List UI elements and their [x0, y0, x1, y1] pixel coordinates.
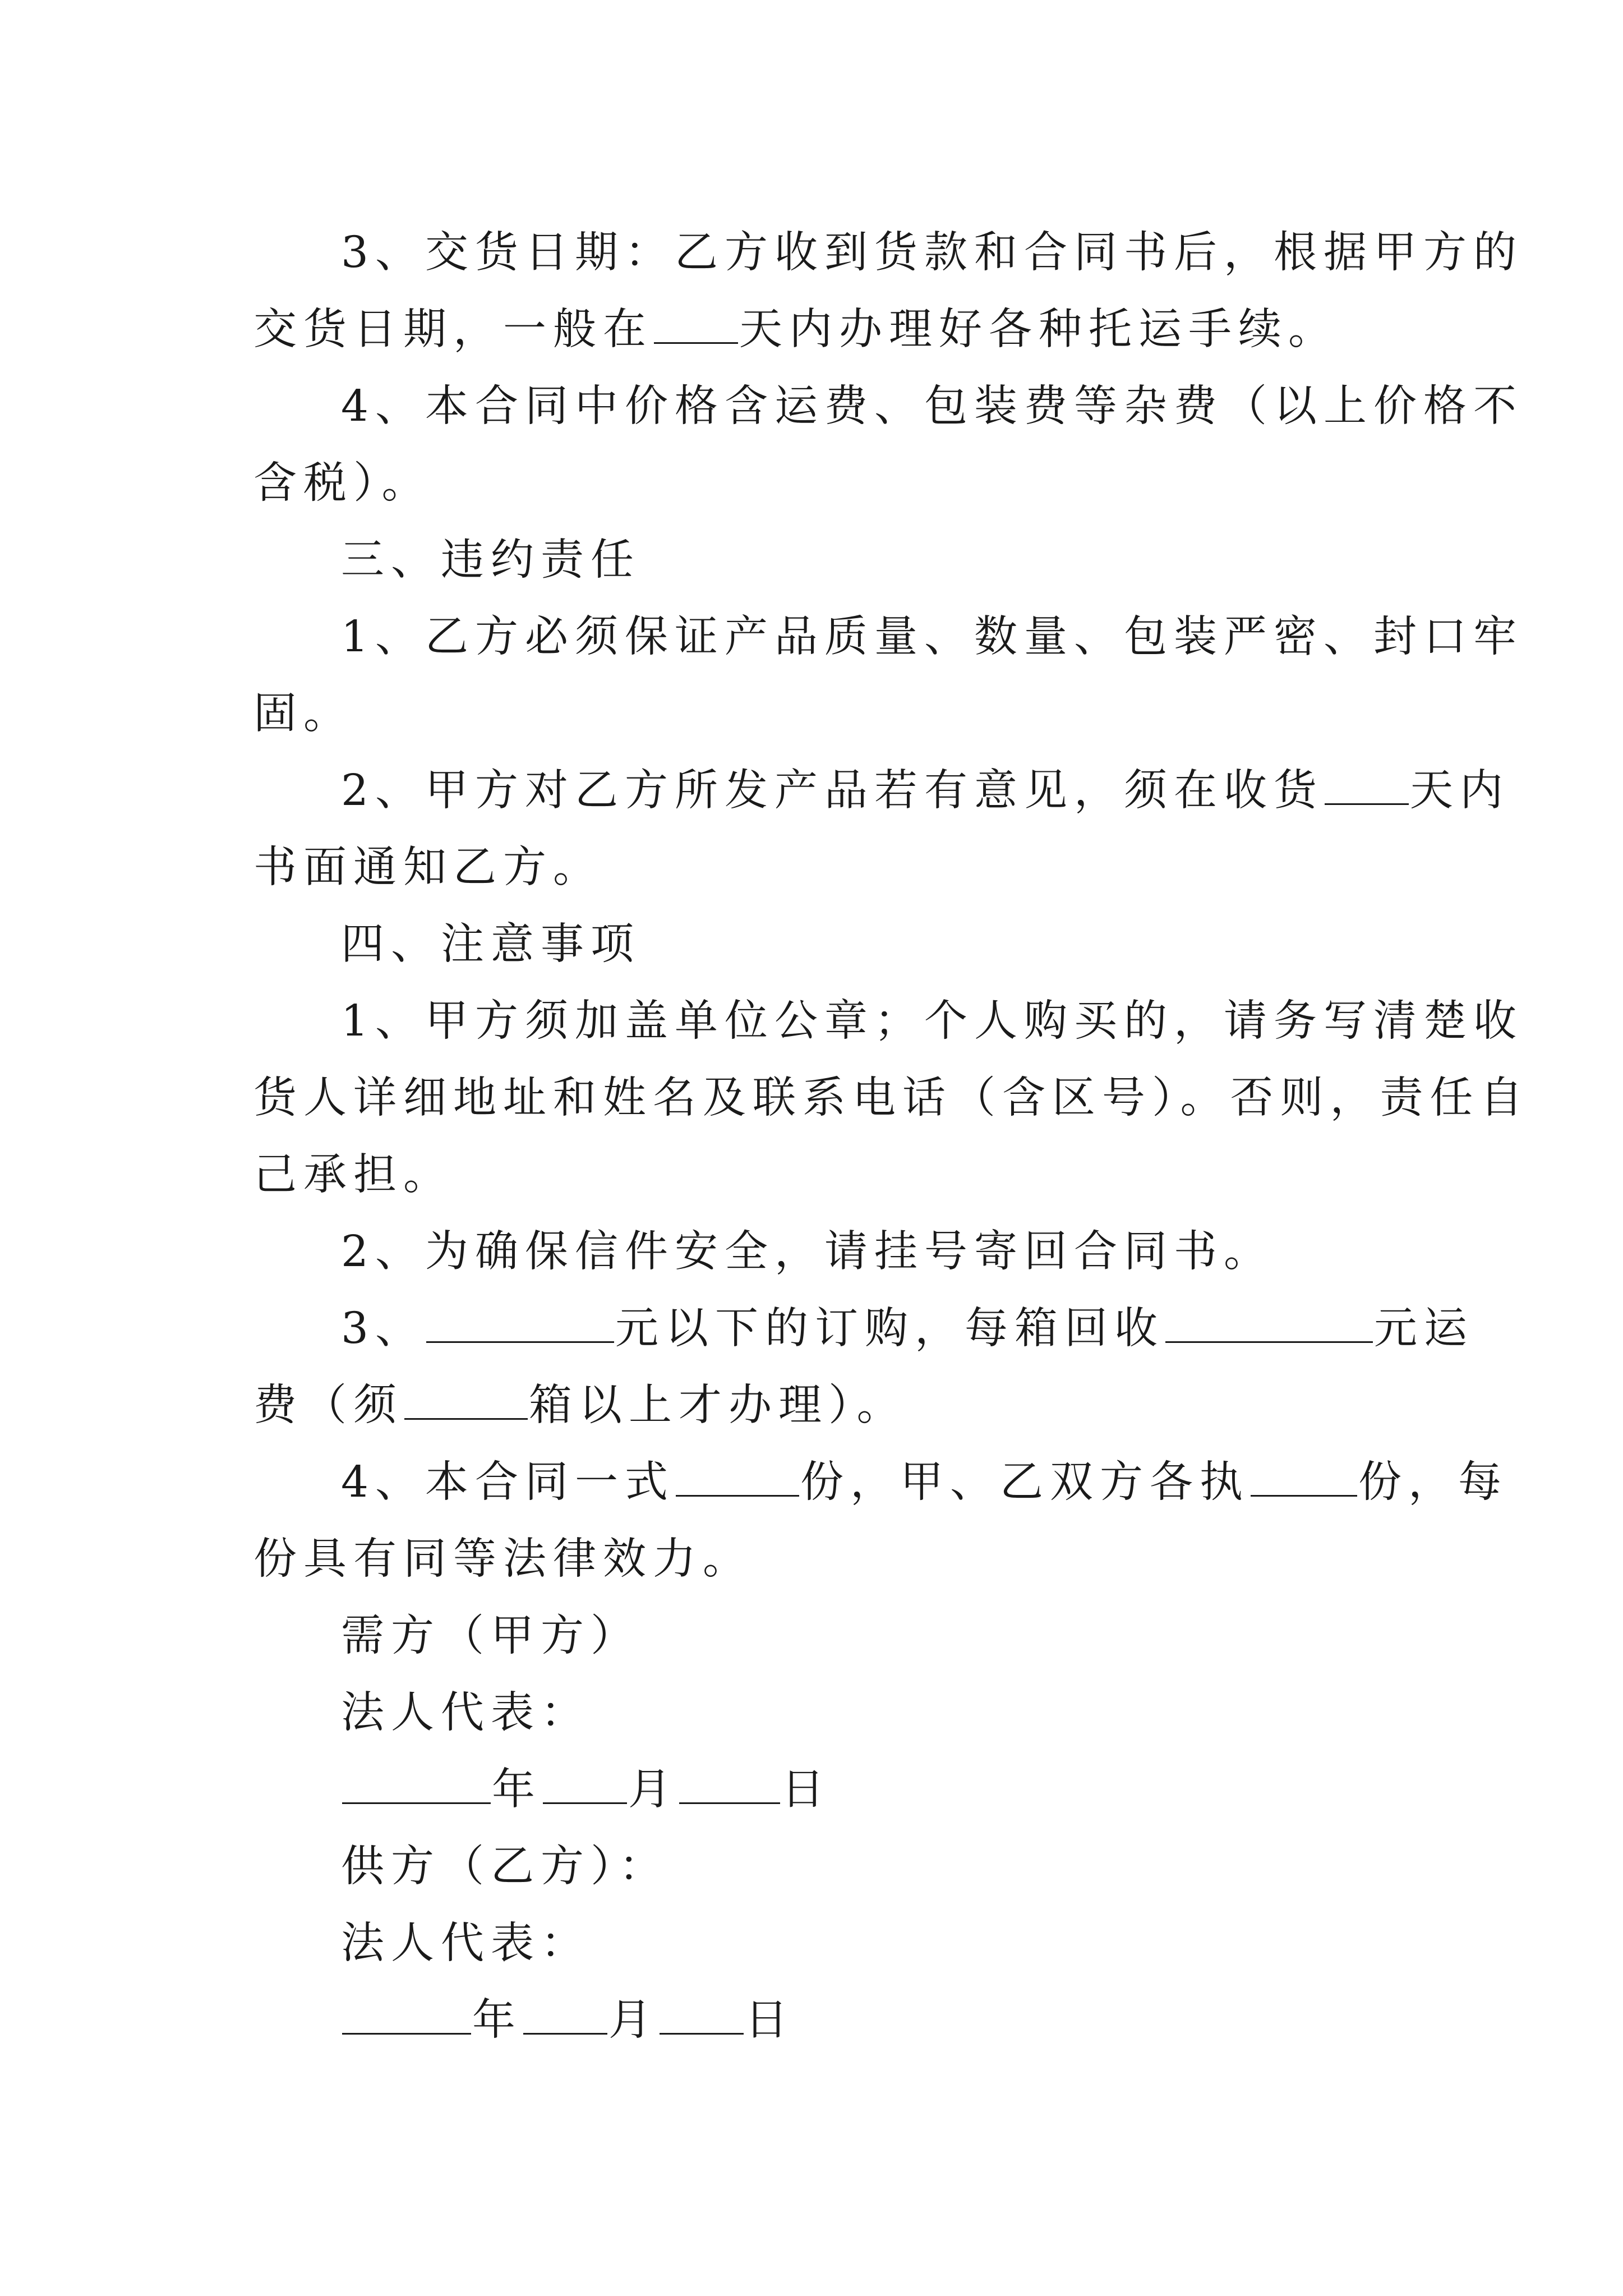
quality-line-2: 固。 — [253, 689, 353, 739]
seal-line-2: 货人详细地址和姓名及联系电话（含区号）。否则，责任自 — [253, 1073, 1530, 1123]
buyer-label: 需方（甲方） — [341, 1611, 640, 1661]
buyer-date-line: 年 月 日 — [253, 1751, 1386, 1828]
section-heading-notes: 四、注意事项 — [341, 919, 640, 969]
price-line-1: 4、本合同中价格含运费、包装费等杂费（以上价格不 — [341, 381, 1523, 431]
order-threshold-line-2: 费（须 箱以上才办理）。 — [253, 1367, 1386, 1444]
blank-field — [543, 1763, 627, 1804]
objection-line-2: 书面通知乙方。 — [253, 843, 603, 892]
blank-field — [404, 1379, 528, 1420]
blank-field — [1165, 1302, 1373, 1343]
blank-field — [654, 303, 738, 344]
blank-field — [342, 1763, 491, 1804]
registered-mail-line: 2、为确保信件安全，请挂号寄回合同书。 — [341, 1227, 1274, 1277]
objection-line-1: 2、甲方对乙方所发产品若有意见，须在收货 天内 — [253, 752, 1386, 829]
blank-field — [342, 1994, 471, 2035]
copies-line-1: 4、本合同一式 份，甲、乙双方各执 份，每 — [253, 1444, 1386, 1521]
buyer-representative-label: 法人代表： — [341, 1688, 591, 1738]
blank-field — [676, 1456, 799, 1497]
section-heading-liability: 三、违约责任 — [341, 535, 640, 585]
seal-line-1: 1、甲方须加盖单位公章；个人购买的，请务写清楚收 — [341, 996, 1523, 1046]
delivery-date-line-2: 交货日期，一般在 天内办理好各种托运手续。 — [253, 291, 1386, 368]
seller-date-line: 年 月 日 — [253, 1982, 1386, 2059]
blank-field — [660, 1994, 744, 2035]
copies-line-2: 份具有同等法律效力。 — [253, 1534, 753, 1584]
price-line-2: 含税）。 — [253, 458, 432, 508]
blank-field — [1325, 764, 1409, 805]
blank-field — [679, 1763, 780, 1804]
blank-field — [1251, 1456, 1357, 1497]
blank-field — [523, 1994, 607, 2035]
seal-line-3: 己承担。 — [253, 1150, 453, 1200]
order-threshold-line-1: 3、 元以下的订购，每箱回收 元运 — [253, 1290, 1386, 1367]
blank-field — [426, 1302, 614, 1343]
seller-label: 供方（乙方）： — [341, 1842, 669, 1892]
seller-representative-label: 法人代表： — [341, 1918, 591, 1968]
contract-body — [253, 214, 1530, 2059]
delivery-date-line-1: 3、交货日期：乙方收到货款和合同书后，根据甲方的 — [341, 228, 1523, 278]
quality-line-1: 1、乙方必须保证产品质量、数量、包装严密、封口牢 — [341, 612, 1523, 662]
